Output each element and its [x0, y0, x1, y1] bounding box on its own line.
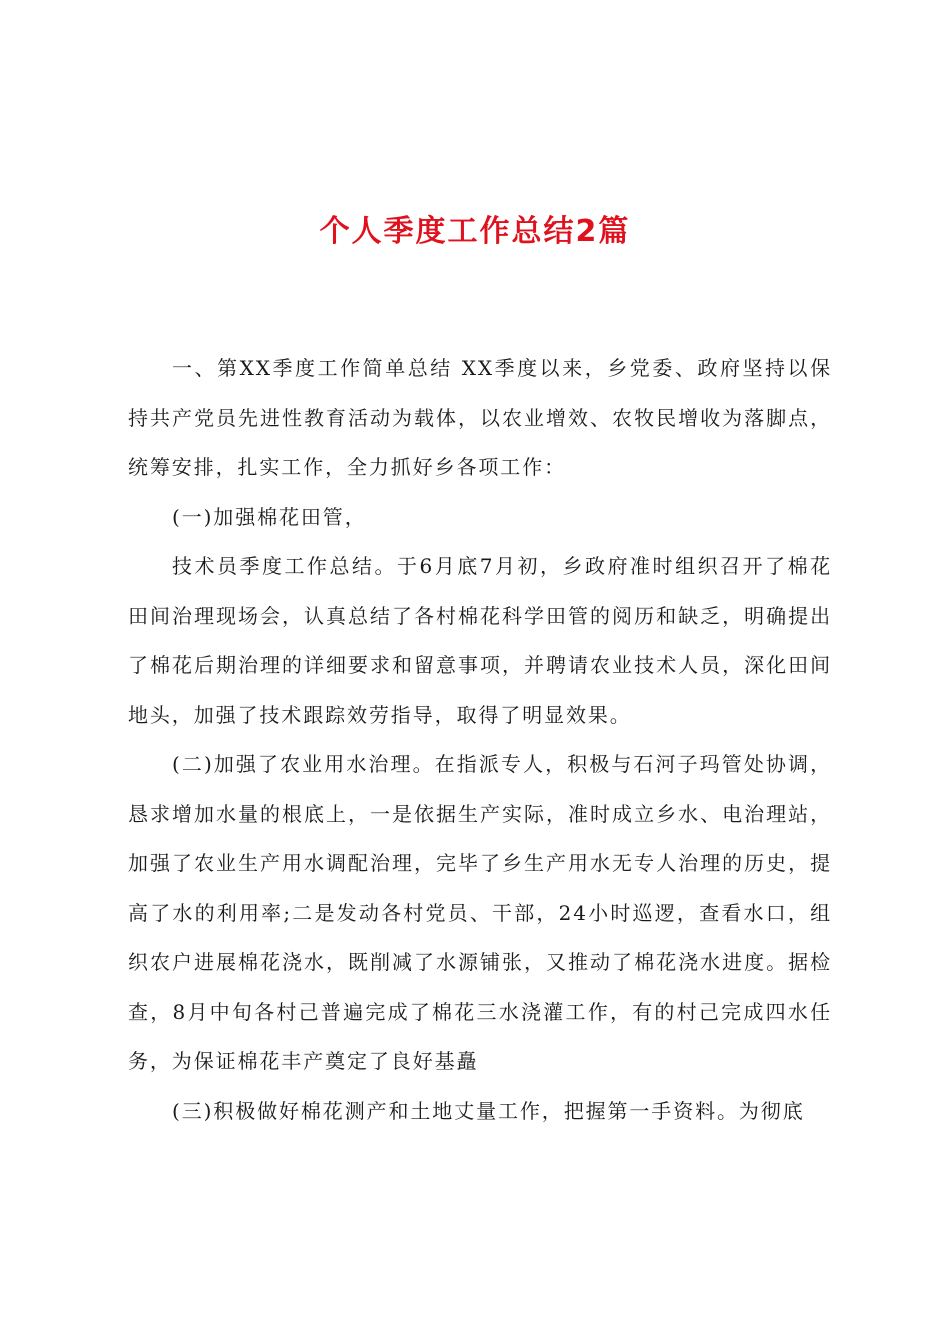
- document-title: 个人季度工作总结2篇: [319, 214, 631, 249]
- paragraph-section-3: (三)积极做好棉花测产和土地丈量工作，把握第一手资料。为彻底: [172, 1098, 805, 1123]
- document-body: [128, 344, 832, 1136]
- paragraph-section-1-body: 技术员季度工作总结。于6月底7月初，乡政府准时组织召开了棉花田间治理现场会，认真总结了各村棉花科学田管的阅历和缺乏，明确提出了棉花后期治理的详细要求和留意事项，并聘请农业技术人员，深化田间地头，加强了技术跟踪效劳指导，取得了明显效果。: [128, 554, 832, 727]
- paragraph-section-1-heading: (一)加强棉花田管，: [172, 504, 367, 529]
- paragraph-section-2: (二)加强了农业用水治理。在指派专人，积极与石河子玛管处协调，恳求增加水量的根底上，一是依据生产实际，准时成立乡水、电治理站，加强了农业生产用水调配治理，完毕了乡生产用水无专人治理的历史，提高了水的利用率;二是发动各村党员、干部，24小时巡逻，查看水口，组织农户进展棉花浇水，既削减了水源铺张，又推动了棉花浇水进度。据检查，8月中旬各村己普遍完成了棉花三水浇灌工作，有的村己完成四水任务，为保证棉花丰产奠定了良好基矗: [128, 752, 832, 1073]
- paragraph-intro: 一、第XX季度工作简单总结 XX季度以来，乡党委、政府坚持以保持共产党员先进性教育活动为载体，以农业增效、农牧民增收为落脚点，统筹安排，扎实工作，全力抓好乡各项工作：: [128, 356, 832, 479]
